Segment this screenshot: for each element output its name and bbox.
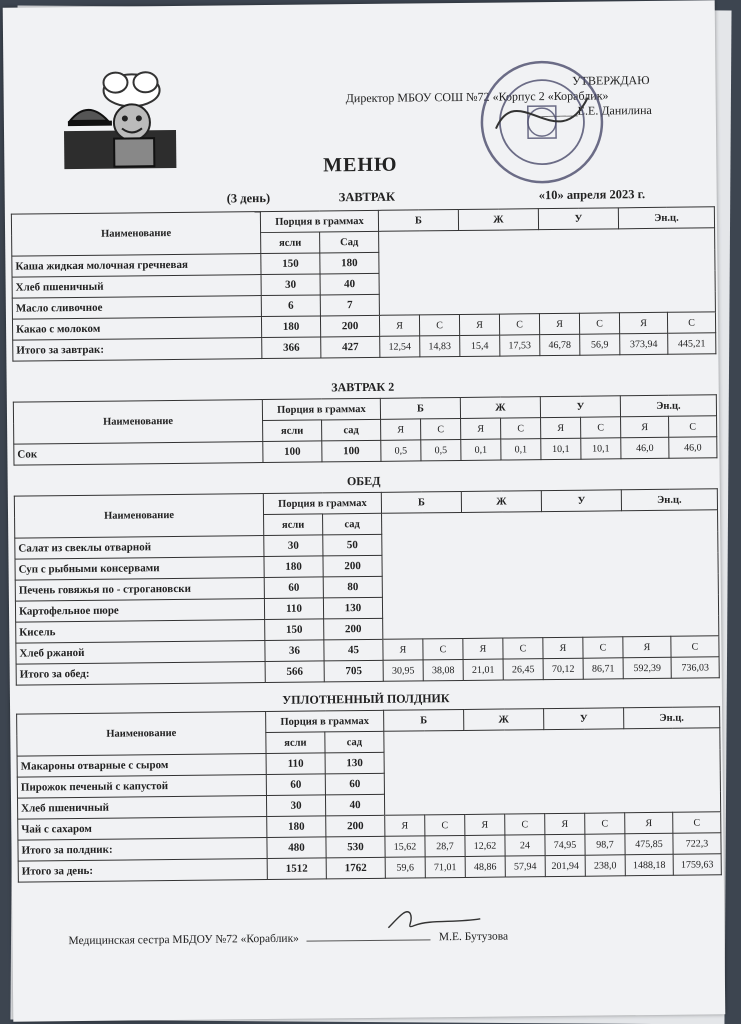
total-label: Итого за обед: xyxy=(16,662,265,686)
sub-ya: Я xyxy=(465,814,505,835)
value-cell: 10,1 xyxy=(541,438,581,459)
approve-title: УТВЕРЖДАЮ xyxy=(572,72,650,88)
sub-ya: Я xyxy=(383,639,423,660)
sub-ya: Я xyxy=(381,419,421,440)
blank-area xyxy=(379,228,716,316)
sub-ya: Я xyxy=(619,312,667,334)
sub-ya: Я xyxy=(385,815,425,836)
value-cell: 238,0 xyxy=(585,855,625,876)
value-cell: 0,1 xyxy=(461,439,501,460)
col-zh: Ж xyxy=(458,209,538,231)
sub-ya: Я xyxy=(379,315,419,336)
value-cell: 74,95 xyxy=(545,834,585,855)
value-cell: 0,5 xyxy=(421,439,461,460)
portion-garden: 200 xyxy=(324,618,383,640)
value-cell: 12,54 xyxy=(380,336,420,357)
sub-s: С xyxy=(503,638,543,659)
col-portion: Порция в граммах xyxy=(260,210,378,232)
portion-garden: 40 xyxy=(320,273,379,295)
portion-garden: 130 xyxy=(323,597,382,619)
value-cell: 21,01 xyxy=(463,659,503,680)
col-b: Б xyxy=(378,209,458,231)
portion-nursery: 180 xyxy=(264,556,323,578)
day-label: (3 день) xyxy=(226,190,271,206)
value-cell: 0,5 xyxy=(381,440,421,461)
sub-s: С xyxy=(583,637,623,658)
total-nursery: 1512 xyxy=(267,858,326,880)
sub-s: С xyxy=(499,314,539,335)
breakfast2-title: ЗАВТРАК 2 xyxy=(331,379,395,395)
total-garden: 530 xyxy=(326,836,385,858)
total-label: Итого за полдник: xyxy=(18,838,267,862)
dish-name: Хлеб пшеничный xyxy=(17,796,266,820)
portion-garden: 7 xyxy=(320,294,379,316)
portion-nursery: 180 xyxy=(267,816,326,838)
col-portion: Порция в граммах xyxy=(266,710,384,732)
sub-s: С xyxy=(581,417,621,438)
portion-nursery: 36 xyxy=(265,640,324,662)
portion-nursery: 30 xyxy=(266,795,325,817)
dish-name: Хлеб ржаной xyxy=(16,641,265,665)
sub-ya: Я xyxy=(545,813,585,834)
sub-ya: Я xyxy=(623,636,671,658)
lunch-table xyxy=(14,488,720,685)
col-b: Б xyxy=(384,709,464,731)
sub-s: С xyxy=(669,416,717,438)
value-cell: 46,78 xyxy=(540,334,580,355)
portion-garden: 60 xyxy=(325,773,384,795)
sub-ya: Я xyxy=(461,418,501,439)
portion-garden: 200 xyxy=(326,815,385,837)
nurse-title: Медицинская сестра МБДОУ №72 «Кораблик» xyxy=(68,932,299,948)
sub-s: С xyxy=(425,814,465,835)
col-name: Наименование xyxy=(13,400,262,445)
value-cell: 592,39 xyxy=(623,657,671,679)
col-nursery: ясли xyxy=(264,514,323,536)
sub-ya: Я xyxy=(621,416,669,438)
value-cell: 373,94 xyxy=(620,333,668,355)
value-cell: 12,62 xyxy=(465,835,505,856)
col-u: У xyxy=(541,490,621,512)
col-portion: Порция в граммах xyxy=(263,492,381,514)
sub-s: С xyxy=(419,314,459,335)
sub-ya: Я xyxy=(539,313,579,334)
date-label: «10» апреля 2023 г. xyxy=(538,187,646,203)
portion-nursery: 30 xyxy=(261,274,320,296)
portion-nursery: 150 xyxy=(261,253,320,275)
portion-nursery: 30 xyxy=(264,535,323,557)
dish-name: Сок xyxy=(14,442,263,466)
value-cell: 24 xyxy=(505,835,545,856)
col-b: Б xyxy=(380,397,460,419)
value-cell: 56,9 xyxy=(580,334,620,355)
col-garden: Сад xyxy=(320,231,379,253)
lunch-title: ОБЕД xyxy=(346,473,381,489)
dish-name: Масло сливочное xyxy=(12,296,261,320)
total-garden: 1762 xyxy=(326,857,385,879)
col-en: Эн.ц. xyxy=(620,395,716,417)
sub-s: С xyxy=(501,418,541,439)
signature-line xyxy=(307,939,431,941)
col-nursery: ясли xyxy=(266,732,325,754)
portion-nursery: 110 xyxy=(266,753,325,775)
dish-name: Каша жидкая молочная гречневая xyxy=(12,254,261,278)
col-zh: Ж xyxy=(464,709,544,731)
col-name: Наименование xyxy=(11,212,260,257)
sub-s: С xyxy=(585,813,625,834)
dish-name: Какао с молоком xyxy=(12,317,261,341)
snack-title: УПЛОТНЕННЫЙ ПОЛДНИК xyxy=(282,691,450,707)
total-nursery: 366 xyxy=(262,337,321,359)
blank-area xyxy=(382,510,719,640)
total-nursery: 566 xyxy=(265,661,324,683)
value-cell: 86,71 xyxy=(583,658,623,679)
value-cell: 38,08 xyxy=(423,659,463,680)
col-b: Б xyxy=(381,491,461,513)
value-cell: 1759,63 xyxy=(673,854,721,876)
portion-garden: 80 xyxy=(323,576,382,598)
sub-s: С xyxy=(423,638,463,659)
portion-garden: 200 xyxy=(323,555,382,577)
col-u: У xyxy=(540,396,620,418)
sub-ya: Я xyxy=(543,637,583,658)
dish-name: Кисель xyxy=(16,620,265,644)
sub-ya: Я xyxy=(463,638,503,659)
total-label: Итого за день: xyxy=(18,859,267,883)
value-cell: 26,45 xyxy=(503,659,543,680)
value-cell: 736,03 xyxy=(671,657,719,679)
col-garden: сад xyxy=(325,731,384,753)
portion-garden: 200 xyxy=(320,315,379,337)
sub-s: С xyxy=(579,313,619,334)
col-nursery: ясли xyxy=(261,232,320,254)
sub-s: С xyxy=(667,312,715,334)
value-cell: 15,4 xyxy=(460,335,500,356)
value-cell: 59,6 xyxy=(385,857,425,878)
breakfast-title: ЗАВТРАК xyxy=(338,189,396,205)
portion-garden: 130 xyxy=(325,752,384,774)
col-garden: сад xyxy=(322,419,381,441)
total-garden: 427 xyxy=(321,336,380,358)
col-zh: Ж xyxy=(460,397,540,419)
col-u: У xyxy=(538,208,618,230)
dish-name: Чай с сахаром xyxy=(18,817,267,841)
snack-table xyxy=(16,706,722,882)
sub-s: С xyxy=(673,812,721,834)
portion-nursery: 6 xyxy=(261,295,320,317)
col-u: У xyxy=(544,708,624,730)
dish-name: Салат из свеклы отварной xyxy=(15,536,264,560)
menu-sheet xyxy=(3,0,726,1021)
value-cell: 28,7 xyxy=(425,835,465,856)
sub-ya: Я xyxy=(625,812,673,834)
portion-nursery: 180 xyxy=(261,316,320,338)
value-cell: 98,7 xyxy=(585,834,625,855)
value-cell: 201,94 xyxy=(545,855,585,876)
portion-garden: 40 xyxy=(325,794,384,816)
dish-name: Макароны отварные с сыром xyxy=(17,754,266,778)
value-cell: 445,21 xyxy=(668,333,716,355)
value-cell: 57,94 xyxy=(505,856,545,877)
dish-name: Картофельное пюре xyxy=(15,599,264,623)
col-nursery: ясли xyxy=(263,420,322,442)
portion-garden: 100 xyxy=(322,440,381,462)
sub-s: С xyxy=(421,418,461,439)
director-line: Директор МБОУ СОШ №72 «Корпус 2 «Кораблик» xyxy=(345,88,609,106)
portion-garden: 45 xyxy=(324,639,383,661)
dish-name: Хлеб пшеничный xyxy=(12,275,261,299)
portion-garden: 180 xyxy=(320,252,379,274)
portion-nursery: 100 xyxy=(263,441,322,463)
nurse-name: М.Е. Бутузова xyxy=(438,930,509,944)
value-cell: 70,12 xyxy=(543,658,583,679)
value-cell: 46,0 xyxy=(621,437,669,459)
sub-ya: Я xyxy=(459,314,499,335)
portion-nursery: 60 xyxy=(264,577,323,599)
col-en: Эн.ц. xyxy=(621,489,717,511)
value-cell: 30,95 xyxy=(383,660,423,681)
sub-s: С xyxy=(505,814,545,835)
portion-nursery: 60 xyxy=(266,774,325,796)
total-label: Итого за завтрак: xyxy=(13,338,262,362)
portion-nursery: 150 xyxy=(265,619,324,641)
dish-name: Печень говяжья по - строгановски xyxy=(15,578,264,602)
dish-name: Пирожок печеный с капустой xyxy=(17,775,266,799)
value-cell: 0,1 xyxy=(501,439,541,460)
sub-s: С xyxy=(671,636,719,658)
col-en: Эн.ц. xyxy=(618,207,714,229)
value-cell: 15,62 xyxy=(385,836,425,857)
director-name: ______Е.Е. Данилина xyxy=(541,102,652,119)
col-name: Наименование xyxy=(17,712,266,757)
value-cell: 14,83 xyxy=(420,335,460,356)
dish-name: Суп с рыбными консервами xyxy=(15,557,264,581)
col-name: Наименование xyxy=(14,494,263,539)
breakfast2-table xyxy=(13,394,718,465)
nurse-signature-icon xyxy=(384,899,484,934)
portion-nursery: 110 xyxy=(264,598,323,620)
value-cell: 475,85 xyxy=(625,833,673,855)
value-cell: 722,3 xyxy=(673,833,721,855)
value-cell: 46,0 xyxy=(669,437,717,459)
col-portion: Порция в граммах xyxy=(262,398,380,420)
total-nursery: 480 xyxy=(267,837,326,859)
breakfast-table xyxy=(11,206,717,361)
value-cell: 17,53 xyxy=(500,335,540,356)
total-garden: 705 xyxy=(324,660,383,682)
value-cell: 1488,18 xyxy=(625,854,673,876)
col-garden: сад xyxy=(323,513,382,535)
value-cell: 48,86 xyxy=(465,856,505,877)
value-cell: 71,01 xyxy=(425,856,465,877)
portion-garden: 50 xyxy=(323,534,382,556)
blank-area xyxy=(384,728,721,816)
value-cell: 10,1 xyxy=(581,438,621,459)
col-zh: Ж xyxy=(461,491,541,513)
sub-ya: Я xyxy=(541,417,581,438)
col-en: Эн.ц. xyxy=(624,707,720,729)
page-title: МЕНЮ xyxy=(323,153,398,177)
